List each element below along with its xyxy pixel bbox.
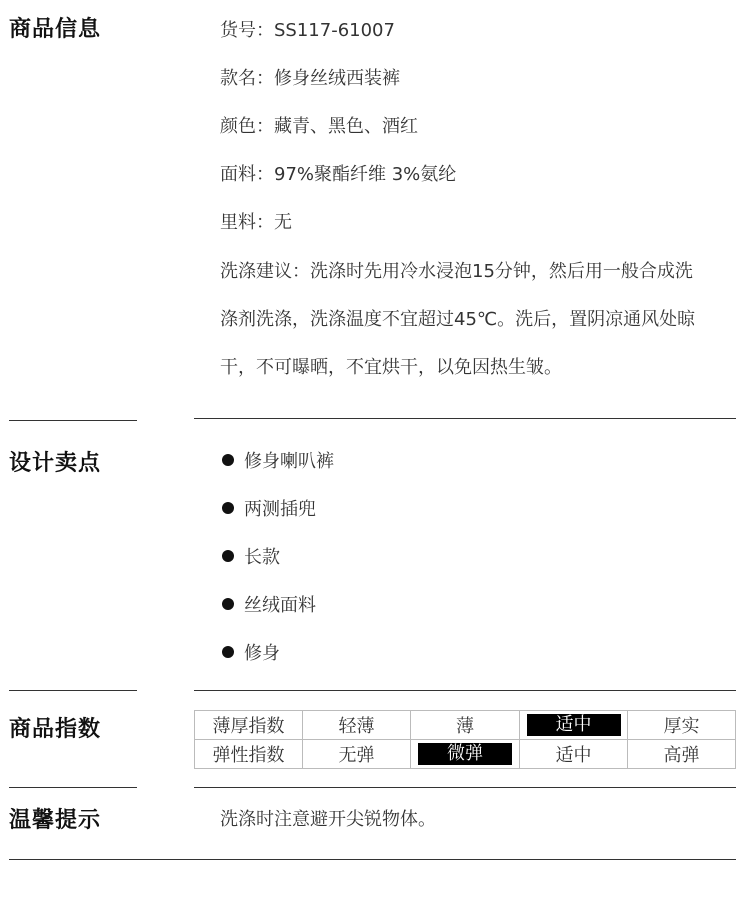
bullet-dot-icon [222, 502, 234, 514]
index-option [411, 711, 520, 740]
section-title-tips: 温馨提示 [9, 808, 102, 833]
index-option-label: 无弹 [338, 745, 375, 766]
index-option-label: 适中 [555, 745, 592, 766]
info-wash-line-2: 涤剂洗涤，洗涤温度不宜超过45℃。洗后，置阴凉通风处晾 [220, 309, 696, 330]
index-option-label: 微弹 [418, 743, 512, 765]
info-wash-line-3: 干，不可曝晒，不宜烘干，以免因热生皱。 [220, 357, 562, 378]
design-point-label: 修身喇叭裤 [244, 451, 334, 472]
divider-right [194, 787, 736, 788]
index-option-label: 高弹 [663, 745, 700, 766]
index-option [628, 711, 736, 740]
product-index-table [194, 710, 736, 769]
info-lining: 里料：无 [220, 212, 292, 233]
index-option [520, 740, 628, 769]
bullet-dot-icon [222, 550, 234, 562]
divider-right [194, 690, 736, 691]
design-point-label: 丝绒面料 [244, 595, 316, 616]
divider-right [194, 418, 736, 419]
index-option-label: 轻薄 [338, 716, 375, 737]
design-point-item [222, 639, 280, 665]
index-option-selected [520, 711, 628, 740]
info-style-name: 款名：修身丝绒西装裤 [220, 68, 400, 89]
bullet-dot-icon [222, 598, 234, 610]
index-option [303, 740, 411, 769]
divider-left [9, 420, 137, 421]
index-option [628, 740, 736, 769]
section-title-product-info: 商品信息 [9, 17, 102, 42]
section-title-product-index: 商品指数 [9, 717, 102, 742]
design-point-label: 长款 [244, 547, 280, 568]
info-wash-line-1: 洗涤建议：洗涤时先用冷水浸泡15分钟，然后用一般合成洗 [220, 261, 693, 282]
index-option-label: 薄 [456, 716, 474, 737]
index-row-label: 薄厚指数 [195, 711, 303, 740]
thickness-row [195, 711, 736, 740]
info-item-number: 货号：SS117-61007 [220, 20, 395, 41]
bullet-dot-icon [222, 454, 234, 466]
design-point-item [222, 495, 316, 521]
index-row-label: 弹性指数 [195, 740, 303, 769]
divider-left [9, 690, 137, 691]
index-option [303, 711, 411, 740]
index-option-label: 适中 [527, 714, 621, 736]
design-point-item [222, 591, 316, 617]
divider-left [9, 787, 137, 788]
divider-bottom [9, 859, 736, 860]
design-point-item [222, 543, 280, 569]
info-fabric: 面料：97%聚酯纤维 3%氨纶 [220, 164, 457, 185]
bullet-dot-icon [222, 646, 234, 658]
info-colors: 颜色：藏青、黑色、酒红 [220, 116, 418, 137]
design-point-label: 两测插兜 [244, 499, 316, 520]
index-option-selected [411, 740, 520, 769]
elasticity-row [195, 740, 736, 769]
design-point-item [222, 447, 334, 473]
tips-text: 洗涤时注意避开尖锐物体。 [220, 809, 436, 830]
design-point-label: 修身 [244, 643, 280, 664]
index-option-label: 厚实 [663, 716, 700, 737]
section-title-design-points: 设计卖点 [9, 451, 102, 476]
